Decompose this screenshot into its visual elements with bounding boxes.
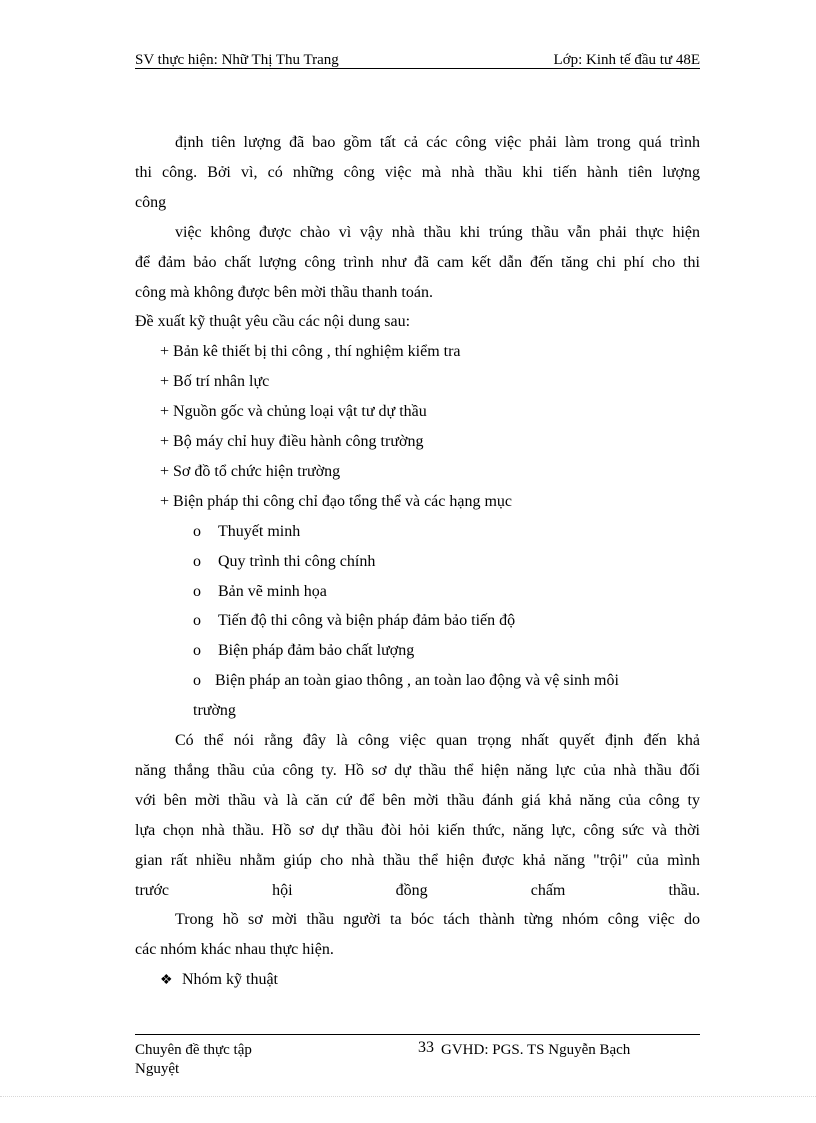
footer-doc-type: Chuyên đề thực tập — [135, 1042, 252, 1058]
p3-line-3: với bên mời thầu và là căn cứ để bên mời thầu đánh giá khả năng của công ty — [135, 792, 700, 809]
plus-item-site-org: + Sơ đồ tổ chức hiện trường — [160, 463, 341, 480]
p2-line-1: việc không được chào vì vậy nhà thầu khi trúng thầu vẫn phải thực hiện — [175, 224, 700, 241]
p2-line-3: công mà không được bên mời thầu thanh toán. — [135, 284, 433, 301]
circle-bullet-icon: o — [193, 583, 201, 600]
header-student: SV thực hiện: Nhữ Thị Thu Trang — [135, 52, 339, 68]
p3-line-1: Có thể nói rằng đây là công việc quan trọng nhất quyết định đến khả — [175, 732, 700, 749]
footer-advisor: GVHD: PGS. TS Nguyễn Bạch — [441, 1042, 631, 1058]
p1-line-3: công — [135, 194, 167, 211]
p4-line-2: các nhóm khác nhau thực hiện. — [135, 941, 334, 958]
footer-page-number: 33 — [418, 1039, 434, 1056]
plus-item-equipment: + Bản kê thiết bị thi công , thí nghiệm kiểm tra — [160, 343, 461, 360]
sub-item: o Bản vẽ minh họa — [193, 583, 327, 600]
p3-line-6: trước hội đồng chấm thầu. — [135, 882, 700, 899]
plus-item-materials: + Nguồn gốc và chủng loại vật tư dự thầu — [160, 403, 427, 420]
p3-line-2: năng thắng thầu của công ty. Hồ sơ dự thầu thể hiện năng lực của nhà thầu đối — [135, 762, 700, 779]
header-rule — [135, 68, 700, 69]
circle-bullet-icon: o — [193, 553, 201, 570]
p1-line-1: định tiên lượng đã bao gồm tất cả các công việc phải làm trong quá trình — [175, 134, 700, 151]
sub-item-continuation: trường — [193, 702, 236, 719]
requirements-intro: Đề xuất kỹ thuật yêu cầu các nội dung sau: — [135, 313, 411, 330]
p3-line-4: lựa chọn nhà thầu. Hồ sơ dự thầu đòi hỏi kiến thức, năng lực, công sức và thời — [135, 822, 700, 839]
circle-bullet-icon: o — [193, 642, 201, 659]
circle-bullet-icon: o — [193, 672, 201, 689]
page-edge-divider — [0, 1096, 816, 1097]
plus-item-command: + Bộ máy chỉ huy điều hành công trường — [160, 433, 424, 450]
p3-line-5: gian rất nhiều nhằm giúp cho nhà thầu thể hiện được khả năng "trội" của mình — [135, 852, 700, 869]
sub-item: o Biện pháp an toàn giao thông , an toàn lao động và vệ sinh môi — [193, 672, 619, 689]
footer-rule — [135, 1034, 700, 1035]
circle-bullet-icon: o — [193, 612, 201, 629]
plus-item-staffing: + Bố trí nhân lực — [160, 373, 270, 390]
p2-line-2: để đảm bảo chất lượng công trình như đã cam kết dẫn đến tăng chi phí cho thi — [135, 254, 700, 271]
footer-advisor-cont: Nguyệt — [135, 1061, 180, 1077]
diamond-bullet-icon: ❖ — [160, 973, 173, 988]
sub-item: o Quy trình thi công chính — [193, 553, 376, 570]
sub-item: o Tiến độ thi công và biện pháp đảm bảo tiến độ — [193, 612, 516, 629]
circle-bullet-icon: o — [193, 523, 201, 540]
p1-line-2: thi công. Bởi vì, có những công việc mà nhà thầu khi tiến hành tiên lượng — [135, 164, 700, 181]
plus-item-method: + Biện pháp thi công chỉ đạo tổng thể và các hạng mục — [160, 493, 513, 510]
sub-item: o Thuyết minh — [193, 523, 301, 540]
header-class: Lớp: Kinh tế đầu tư 48E — [553, 52, 700, 68]
p4-line-1: Trong hồ sơ mời thầu người ta bóc tách thành từng nhóm công việc do — [175, 911, 700, 928]
sub-item: o Biện pháp đảm bảo chất lượng — [193, 642, 415, 659]
group-heading: ❖ Nhóm kỹ thuật — [160, 970, 278, 991]
